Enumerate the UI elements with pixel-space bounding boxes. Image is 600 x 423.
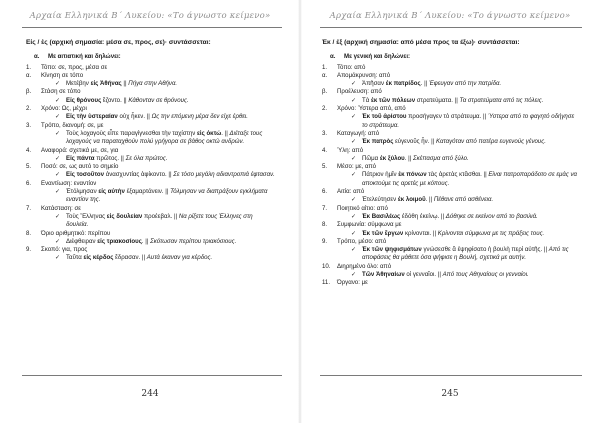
separator: || [143,237,151,245]
item-text: Συμφωνία: σύμφωνα με [337,221,402,229]
example-highlight: Ἐκ τῶν ἔργων [362,229,404,237]
separator: || [439,212,446,220]
checkmark-icon: ✓ [55,130,61,137]
example-sentence [26,80,282,88]
example-highlight: ἐκ πόνων [398,171,427,179]
separator: || [436,271,443,279]
item-text: Απομάκρυνση: από [337,71,391,79]
usage-item [26,230,282,238]
checkmark-icon: ✓ [351,197,357,204]
example-greek-text: . [425,196,428,204]
checkmark-icon: ✓ [55,255,61,262]
usage-item [26,205,282,213]
item-number: 4. [322,146,328,154]
separator: || [119,154,126,162]
example-sentence [26,213,282,230]
usage-item [26,105,282,113]
example-greek-text: γνώσεσθε ἃ ἐψηφίσατο ἡ βουλὴ περὶ αὐτῆς. [421,246,543,254]
header-rule [320,27,582,28]
example-sentence [322,155,584,163]
example-greek-text: . [221,129,223,137]
subheading [322,53,584,61]
example-sentence [322,80,584,88]
usage-item [322,130,584,138]
example-greek-text: . [404,154,407,162]
checkmark-icon: ✓ [351,272,357,279]
example-highlight: Ἐκ τοῦ ἀρίστου [362,113,407,121]
example-highlight: εἰς δουλείαν [106,212,143,220]
example-greek-text: οὐχ ἧκεν. [117,113,146,121]
separator: || [422,80,429,88]
example-translation: Από τους Αθηναίους οι γενναίοι. [442,271,529,279]
usage-list [26,64,282,263]
item-text: Αιτία: από [337,188,365,196]
usage-item [322,64,584,72]
checkmark-icon: ✓ [55,238,61,245]
checkmark-icon: ✓ [55,114,61,121]
example-greek-text: ἐδόθη ἐκείνῳ. [400,212,440,220]
item-number: 9. [322,237,328,245]
page-number: 244 [141,389,159,399]
usage-item [322,263,584,271]
item-text: Καταγωγή: από [337,129,380,137]
checkmark-icon: ✓ [55,172,61,179]
example-greek-text: Ταῦτα [66,254,84,262]
item-text: Τόπο: από [337,63,366,71]
example-greek-text: Τοὺς λοχαγοὺς εἶπε παραγίγνεσθαι τὴν ταχίστην [66,129,198,137]
running-header: Αρχαία Ελληνικά Β΄ Λυκείου: «Το άγνωστο κείμενο» [29,11,271,21]
example-translation: Από τις αποφάσεις θα μάθετε όσα ψήφισε η Βουλή, σχετικά με αυτήν. [362,246,569,262]
example-translation: Τόλμησαν να διαπράξουν εγκλήματα εναντίον της. [66,188,268,204]
checkmark-icon: ✓ [55,213,61,220]
subheading-text: Με γενική και δηλώνει: [344,53,411,61]
usage-item [26,64,282,72]
item-number: 9. [26,246,32,254]
example-sentence [322,246,584,263]
example-sentence [26,188,282,205]
item-text: Κατάσταση: σε [41,204,81,212]
example-translation: Να ρίξετε τους Έλληνες στη δουλεία. [66,212,253,229]
item-text: Σκοπό: για, προς [41,246,88,254]
example-sentence [322,196,584,204]
example-highlight: ἐκ ξύλου [379,154,405,162]
right-page [300,0,600,423]
example-translation: Είναι πατροπαράδοτο σε εμάς να αποκτούμε τις αρετές με κόπους. [362,171,578,187]
example-highlight: εἰς τριακοσίους [97,237,142,245]
example-greek-text: κρίνονται. [403,229,432,237]
usage-item [322,72,584,80]
page-number: 245 [441,389,459,399]
checkmark-icon: ✓ [351,97,357,104]
page-content [322,30,584,288]
example-highlight: ἐκ τῶν πόλεων [370,96,416,104]
separator: || [163,188,171,196]
separator: || [145,113,152,121]
example-sentence [322,271,584,279]
item-text: Ποσό: σε, ως αυτό το σημείο [41,163,119,171]
item-number: 3. [26,121,32,129]
item-number: 4. [26,146,32,154]
item-text: Τόπο: σε, προς, μέσα σε [41,63,108,71]
example-sentence [322,230,584,238]
item-text: Ύλη: από [337,146,364,154]
subheading [26,53,282,61]
example-sentence [26,171,282,179]
example-highlight: Ἐκ Βασιλέως [362,212,401,220]
example-greek-text: ἐξαμαρτάνειν. [124,188,164,196]
subheading-letter: α. [330,53,336,61]
item-number: 2. [26,105,32,113]
usage-item [26,147,282,155]
checkmark-icon: ✓ [55,189,61,196]
item-text: Τρόπο, μέσο: από [337,237,387,245]
example-highlight: εἰς ὀκτώ [197,129,222,137]
checkmark-icon: ✓ [351,155,357,162]
example-translation: Σε όλα πρώτος. [125,154,168,162]
example-translation: Διέταξε τους λοχαγούς να παραταχθούν πολύ γρήγορα σε βάθος οκτώ ανδρών. [66,129,263,146]
example-greek-text: οἱ γενναῖοι. [404,271,437,279]
usage-item [322,147,584,155]
example-greek-text: Τὰ [362,96,371,104]
example-highlight: Τῶν Ἀθηναίων [362,271,405,279]
example-sentence [26,113,282,121]
example-greek-text: . [420,80,423,88]
item-number: 5. [322,163,328,171]
item-text: Χρόνο: Ύστερα από, από [337,105,406,113]
separator: || [166,171,174,179]
item-number: 7. [26,204,32,212]
item-number: α. [322,71,328,79]
example-sentence [26,238,282,246]
usage-item [26,88,282,96]
usage-item [26,122,282,130]
usage-item [322,238,584,246]
footer-rule [320,375,582,376]
separator: || [427,196,434,204]
example-translation: Πέθανε από ασθένεια. [433,196,494,204]
subheading-letter: α. [34,53,40,61]
usage-item [26,180,282,188]
item-text: Αναφορά: σχετικά με, σε, για [41,146,119,154]
example-greek-text: Ἐτόλμησαν [66,188,99,196]
separator: || [121,96,129,104]
example-highlight: ἐκ λοιμοῦ [397,196,426,204]
item-number: β. [322,88,328,96]
checkmark-icon: ✓ [351,139,357,146]
example-greek-text: προέεβαλ. [142,212,173,220]
checkmark-icon: ✓ [55,155,61,162]
example-translation: Σκέπασμα από ξύλο. [412,154,469,162]
example-highlight: εἰς αὐτὴν [98,188,125,196]
example-highlight: ἐκ πατρίδος [385,80,421,88]
example-highlight: Ἐκ πατρὸς [362,138,394,146]
example-translation: Αυτά έκαναν για κέρδος. [146,254,213,262]
item-number: 2. [322,105,328,113]
separator: || [481,171,489,179]
usage-item [26,246,282,254]
usage-item [322,105,584,113]
example-greek-text: Πάτριον ἡμῖν [362,171,399,179]
footer-rule [22,375,282,376]
item-text: Χρόνο: Ως, μέχρι [41,105,87,113]
example-translation: Δόθηκε σε εκείνον από το βασιλιά. [445,212,538,220]
example-highlight: Εἰς θρόνους [66,96,102,104]
section-heading: Ἐκ / ἐξ (αρχική σημασία: από μέσα προς τα έξω)· συντάσσεται: [322,39,520,46]
example-sentence [26,254,282,262]
subheading-text: Με αιτιατική και δηλώνει: [48,53,121,61]
example-sentence [26,97,282,105]
example-greek-text: ἀνασχυντίας ἀφίκοντο. [104,171,167,179]
item-text: Μέσο: με, από [337,163,377,171]
item-number: 6. [26,179,32,187]
example-translation: Πήγα στην Αθήνα. [128,80,178,88]
checkmark-icon: ✓ [351,114,357,121]
separator: || [481,113,488,121]
example-greek-text: Τοὺς Ἕλληνας [66,212,107,220]
item-number: β. [26,88,32,96]
item-number: 6. [322,188,328,196]
example-translation: Ως την επόμενη μέρα δεν είχε έρθει. [151,113,248,121]
item-number: α. [26,71,32,79]
example-sentence [322,213,584,221]
example-greek-text: εὐγενοῦς ἦν. [393,138,430,146]
separator: || [222,129,230,137]
usage-item [322,205,584,213]
header-rule [22,27,282,28]
separator: || [406,154,413,162]
usage-list [322,64,584,288]
separator: || [121,80,129,88]
example-greek-text: Πῶμα [362,154,380,162]
item-text: Όργανο: με [337,279,368,287]
item-text: Ποιητικό αίτιο: από [337,204,388,212]
example-highlight: Ἐκ τῶν ψηφισμάτων [362,246,422,254]
item-number: 1. [26,63,32,71]
item-text: Προέλευση: από [337,88,382,96]
example-sentence [26,130,282,147]
example-translation: Σε τόσο μεγάλη αδιαντροπιά έφτασαν. [173,171,275,179]
separator: || [452,96,460,104]
example-greek-text: . [141,237,144,245]
example-highlight: Εἰς τοσοῦτον [66,171,104,179]
example-greek-text: Διέφθειραν [66,237,98,245]
item-number: 8. [26,229,32,237]
example-highlight: εἰς Ἀθήνας [90,80,122,88]
example-greek-text: Ἀπῆσαν [362,80,386,88]
checkmark-icon: ✓ [351,172,357,179]
example-greek-text: προσήγαγεν τὸ στράτευμα. [406,113,482,121]
example-translation: Κρίνονται σύμφωνα με τις πράξεις τους. [437,229,545,237]
example-greek-text: στρατεύματα. [415,96,453,104]
example-greek-text: ἕζοντο. [101,96,122,104]
separator: || [172,212,179,220]
usage-item [322,279,584,287]
item-text: Εναντίωση: εναντίον [41,179,97,187]
example-translation: Κάθονταν σε θρόνους. [128,96,189,104]
usage-item [322,163,584,171]
item-number: 7. [322,204,328,212]
example-translation: Τα στρατεύματα από τις πόλεις. [459,96,544,104]
item-text: Διηρημένο όλο: από [337,262,392,270]
example-highlight: Εἰς τὴν ὑστεραίαν [66,113,118,121]
example-sentence [322,171,584,188]
example-sentence [26,155,282,163]
item-text: Κίνηση σε τόπο [41,71,84,79]
usage-item [322,221,584,229]
example-translation: Καταγόταν από πατέρα ευγενούς γένους. [435,138,546,146]
checkmark-icon: ✓ [351,247,357,254]
separator: || [431,229,438,237]
separator: || [542,246,549,254]
running-header: Αρχαία Ελληνικά Β΄ Λυκείου: «Το άγνωστο κείμενο» [329,11,571,21]
example-sentence [322,138,584,146]
example-translation: Σκότωσαν περίπου τριακόσιους. [150,237,237,245]
item-text: Όριο αριθμητικό: περίπου [41,229,111,237]
example-greek-text: ἔδρασαν. [113,254,141,262]
item-number: 11. [322,279,331,287]
item-text: Τρόπο, διανομή: σε, με [41,121,104,129]
example-greek-text: τὰς ἀρετὰς κτᾶσθαι. [426,171,482,179]
usage-item [322,188,584,196]
item-number: 10. [322,262,331,270]
example-sentence [322,113,584,130]
usage-item [322,88,584,96]
item-number: 5. [26,163,32,171]
section-heading: Εἰς / ἐς (αρχική σημασία: μέσα σε, προς, σε)· συντάσσεται: [26,39,211,46]
example-greek-text: πρῶτος. [94,154,120,162]
page-content [26,30,282,263]
item-number: 8. [322,221,328,229]
example-highlight: εἰς κέρδος [83,254,114,262]
checkmark-icon: ✓ [351,213,357,220]
separator: || [140,254,147,262]
checkmark-icon: ✓ [351,81,357,88]
example-greek-text: Ἐτελεύτησεν [362,196,398,204]
checkmark-icon: ✓ [55,81,61,88]
separator: || [429,138,436,146]
item-number: 1. [322,63,328,71]
example-highlight: Εἰς πάντα [66,154,95,162]
checkmark-icon: ✓ [55,97,61,104]
example-translation: Ύστερα από το φαγητό οδήγησε το στράτευμα. [362,113,575,129]
example-sentence [322,97,584,105]
item-text: Στάση σε τόπο [41,88,81,96]
example-greek-text: Μετέβην [66,80,91,88]
example-translation: Έφευγαν από την πατρίδα. [428,80,502,88]
usage-item [26,72,282,80]
checkmark-icon: ✓ [351,230,357,237]
item-number: 3. [322,129,328,137]
usage-item [26,163,282,171]
